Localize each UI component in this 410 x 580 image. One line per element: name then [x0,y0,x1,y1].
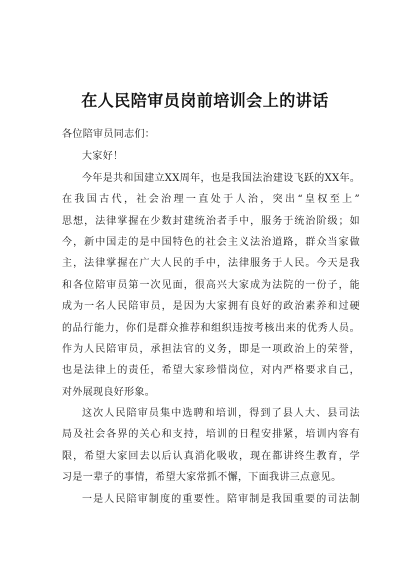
body-line: 的品行能力，你们是群众推荐和组织违按考核出来的优秀人员。 [62,322,360,334]
body-line: 和各位陪审员第一次见面，很高兴大家成为法院的一份子，能 [62,279,360,291]
body-line: 在我国古代，社会治理一直处于人治，突出“皇权至上” [62,194,360,206]
body-line: 局及社会各界的关心和支持，培训的日程安排紧，培训内容有 [62,429,360,441]
body-line: 对外展现良好形象。 [62,386,156,398]
body-line: 限，希望大家回去以后认真消化吸收，现在都讲终生教育，学 [62,450,360,462]
body-line: 今年是共和国建立XX周年，也是我国法治建设飞跃的XX年。 [82,172,360,184]
body-line: 习是一辈子的事情，希望大家常抓不懈，下面我讲三点意见。 [62,472,342,484]
body-paragraphs [62,168,360,510]
document-title: 在人民陪审员岗前培训会上的讲话 [81,91,329,110]
body-line: 也是法律上的责任，希望大家珍惜岗位，对内严格要求自己， [62,365,360,377]
greeting: 大家好！ [82,151,124,163]
body-line: 思想，法律掌握在少数封建统治者手中，服务于统治阶级；如 [62,215,360,227]
body-line: 主，法律掌握在广大人民的手中，法律服务于人民。今天是我 [62,258,360,270]
body-line: 这次人民陪审员集中选聘和培训，得到了县人大、县司法 [82,408,360,420]
body-line: 作为人民陪审员，承担法官的义务，即是一项政治上的荣誉， [62,343,360,355]
salutation: 各位陪审员同志们： [62,129,156,140]
body-line: 一是人民陪审制度的重要性。陪审制是我国重要的司法制 [82,493,360,505]
body-line: 成为一名人民陪审员，是因为大家拥有良好的政治素养和过硬 [62,301,360,313]
body-line: 今，新中国走的是中国特色的社会主义法治道路，群众当家做 [62,236,360,248]
document-body [62,124,360,510]
